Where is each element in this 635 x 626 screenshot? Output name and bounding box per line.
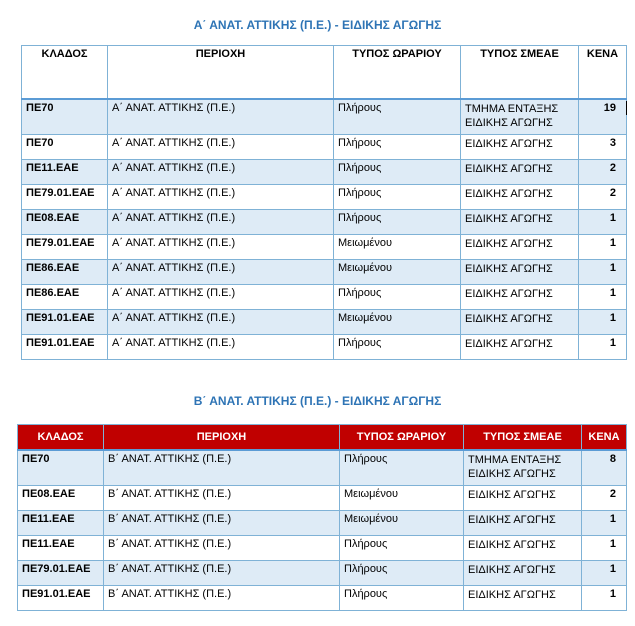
table-row [18,535,627,560]
header-typos-orariou: ΤΥΠΟΣ ΩΡΑΡΙΟΥ [334,46,461,100]
cell-hours: Πλήρους [334,284,461,309]
cell-region: Β΄ ΑΝΑΤ. ΑΤΤΙΚΗΣ (Π.Ε.) [104,450,340,485]
cell-region: Α΄ ΑΝΑΤ. ΑΤΤΙΚΗΣ (Π.Ε.) [108,184,334,209]
cell-count: 2 [582,485,627,510]
header-kena: ΚΕΝΑ [582,425,627,451]
text-cursor [626,101,627,115]
cell-type: ΕΙΔΙΚΗΣ ΑΓΩΓΗΣ [461,284,579,309]
cell-hours: Πλήρους [334,334,461,359]
cell-count: 1 [579,234,627,259]
cell-code: ΠΕ70 [22,99,108,134]
header-perioxi: ΠΕΡΙΟΧΗ [108,46,334,100]
table-row [22,159,627,184]
cell-region: Α΄ ΑΝΑΤ. ΑΤΤΙΚΗΣ (Π.Ε.) [108,284,334,309]
cell-hours: Πλήρους [340,450,464,485]
cell-count: 1 [579,284,627,309]
table-row [18,450,627,485]
cell-count: 1 [582,510,627,535]
cell-count: 1 [579,259,627,284]
cell-region: Β΄ ΑΝΑΤ. ΑΤΤΙΚΗΣ (Π.Ε.) [104,485,340,510]
cell-type-line1: ΤΜΗΜΑ ΕΝΤΑΞΗΣ [468,454,562,466]
cell-hours: Πλήρους [334,184,461,209]
cell-type: ΕΙΔΙΚΗΣ ΑΓΩΓΗΣ [464,585,582,610]
cell-type: ΕΙΔΙΚΗΣ ΑΓΩΓΗΣ [464,510,582,535]
cell-code: ΠΕ11.ΕΑΕ [18,535,104,560]
cell-code: ΠΕ91.01.ΕΑΕ [22,309,108,334]
header-klados: ΚΛΑΔΟΣ [22,46,108,100]
cell-code: ΠΕ91.01.ΕΑΕ [22,334,108,359]
table-row [22,209,627,234]
cell-type: ΕΙΔΙΚΗΣ ΑΓΩΓΗΣ [464,560,582,585]
cell-region: Β΄ ΑΝΑΤ. ΑΤΤΙΚΗΣ (Π.Ε.) [104,510,340,535]
table-row [22,184,627,209]
header-kena: ΚΕΝΑ [579,46,627,100]
cell-region: Α΄ ΑΝΑΤ. ΑΤΤΙΚΗΣ (Π.Ε.) [108,159,334,184]
cell-count: 1 [582,560,627,585]
cell-hours: Πλήρους [334,99,461,134]
cell-code: ΠΕ08.ΕΑΕ [18,485,104,510]
cell-code: ΠΕ86.ΕΑΕ [22,284,108,309]
cell-type [461,99,579,134]
cell-hours: Πλήρους [340,535,464,560]
cell-region: Α΄ ΑΝΑΤ. ΑΤΤΙΚΗΣ (Π.Ε.) [108,309,334,334]
cell-type: ΕΙΔΙΚΗΣ ΑΓΩΓΗΣ [461,209,579,234]
header-klados: ΚΛΑΔΟΣ [18,425,104,451]
cell-type: ΕΙΔΙΚΗΣ ΑΓΩΓΗΣ [461,334,579,359]
cell-code: ΠΕ79.01.ΕΑΕ [22,234,108,259]
table-row [18,510,627,535]
cell-hours: Μειωμένου [334,309,461,334]
cell-count: 2 [579,159,627,184]
cell-type-line2: ΕΙΔΙΚΗΣ ΑΓΩΓΗΣ [465,117,553,129]
cell-count: 1 [579,309,627,334]
cell-type-line2: ΕΙΔΙΚΗΣ ΑΓΩΓΗΣ [468,468,556,480]
cell-hours: Μειωμένου [334,259,461,284]
header-perioxi: ΠΕΡΙΟΧΗ [104,425,340,451]
cell-hours: Πλήρους [340,585,464,610]
cell-region: Β΄ ΑΝΑΤ. ΑΤΤΙΚΗΣ (Π.Ε.) [104,560,340,585]
cell-count: 1 [579,334,627,359]
table-row [18,585,627,610]
cell-region: Α΄ ΑΝΑΤ. ΑΤΤΙΚΗΣ (Π.Ε.) [108,209,334,234]
cell-hours: Πλήρους [334,159,461,184]
cell-type: ΕΙΔΙΚΗΣ ΑΓΩΓΗΣ [464,535,582,560]
cell-type: ΕΙΔΙΚΗΣ ΑΓΩΓΗΣ [461,184,579,209]
cell-code: ΠΕ86.ΕΑΕ [22,259,108,284]
cell-hours: Πλήρους [340,560,464,585]
cell-region: Α΄ ΑΝΑΤ. ΑΤΤΙΚΗΣ (Π.Ε.) [108,134,334,159]
table-row [22,334,627,359]
cell-hours: Πλήρους [334,134,461,159]
cell-count: 1 [582,535,627,560]
table-row [18,485,627,510]
cell-code: ΠΕ08.ΕΑΕ [22,209,108,234]
table-row [22,134,627,159]
cell-count: 19 [579,99,627,134]
cell-hours: Μειωμένου [334,234,461,259]
header-typos-orariou: ΤΥΠΟΣ ΩΡΑΡΙΟΥ [340,425,464,451]
table-row [22,259,627,284]
header-typos-smeae: ΤΥΠΟΣ ΣΜΕΑΕ [464,425,582,451]
cell-code: ΠΕ79.01.ΕΑΕ [22,184,108,209]
table2-title: Β΄ ΑΝΑΤ. ΑΤΤΙΚΗΣ (Π.Ε.) - ΕΙΔΙΚΗΣ ΑΓΩΓΗΣ [193,394,442,408]
table-row [22,309,627,334]
cell-type: ΕΙΔΙΚΗΣ ΑΓΩΓΗΣ [461,309,579,334]
table-row [22,284,627,309]
header-typos-smeae: ΤΥΠΟΣ ΣΜΕΑΕ [461,46,579,100]
table1-title: Α΄ ΑΝΑΤ. ΑΤΤΙΚΗΣ (Π.Ε.) - ΕΙΔΙΚΗΣ ΑΓΩΓΗΣ [193,18,442,32]
cell-region: Α΄ ΑΝΑΤ. ΑΤΤΙΚΗΣ (Π.Ε.) [108,259,334,284]
cell-type: ΕΙΔΙΚΗΣ ΑΓΩΓΗΣ [464,485,582,510]
cell-hours: Πλήρους [334,209,461,234]
cell-count: 8 [582,450,627,485]
cell-region: Α΄ ΑΝΑΤ. ΑΤΤΙΚΗΣ (Π.Ε.) [108,334,334,359]
table-row [22,99,627,134]
vacancies-table-b [17,424,627,611]
cell-code: ΠΕ11.ΕΑΕ [18,510,104,535]
table-row [18,560,627,585]
cell-hours: Μειωμένου [340,485,464,510]
cell-type-line1: ΤΜΗΜΑ ΕΝΤΑΞΗΣ [465,103,559,115]
cell-region: Α΄ ΑΝΑΤ. ΑΤΤΙΚΗΣ (Π.Ε.) [108,99,334,134]
table1-header-row [22,46,627,100]
cell-count: 2 [579,184,627,209]
cell-type [464,450,582,485]
cell-code: ΠΕ70 [18,450,104,485]
cell-region: Β΄ ΑΝΑΤ. ΑΤΤΙΚΗΣ (Π.Ε.) [104,585,340,610]
cell-type: ΕΙΔΙΚΗΣ ΑΓΩΓΗΣ [461,159,579,184]
cell-type: ΕΙΔΙΚΗΣ ΑΓΩΓΗΣ [461,134,579,159]
cell-region: Β΄ ΑΝΑΤ. ΑΤΤΙΚΗΣ (Π.Ε.) [104,535,340,560]
cell-code: ΠΕ70 [22,134,108,159]
cell-code: ΠΕ11.ΕΑΕ [22,159,108,184]
cell-count: 1 [579,209,627,234]
cell-region: Α΄ ΑΝΑΤ. ΑΤΤΙΚΗΣ (Π.Ε.) [108,234,334,259]
table2-header-row [18,425,627,451]
cell-count: 3 [579,134,627,159]
cell-code: ΠΕ91.01.ΕΑΕ [18,585,104,610]
cell-hours: Μειωμένου [340,510,464,535]
cell-code: ΠΕ79.01.ΕΑΕ [18,560,104,585]
cell-count: 1 [582,585,627,610]
vacancies-table-a [21,45,627,360]
cell-type: ΕΙΔΙΚΗΣ ΑΓΩΓΗΣ [461,234,579,259]
table-row [22,234,627,259]
cell-type: ΕΙΔΙΚΗΣ ΑΓΩΓΗΣ [461,259,579,284]
